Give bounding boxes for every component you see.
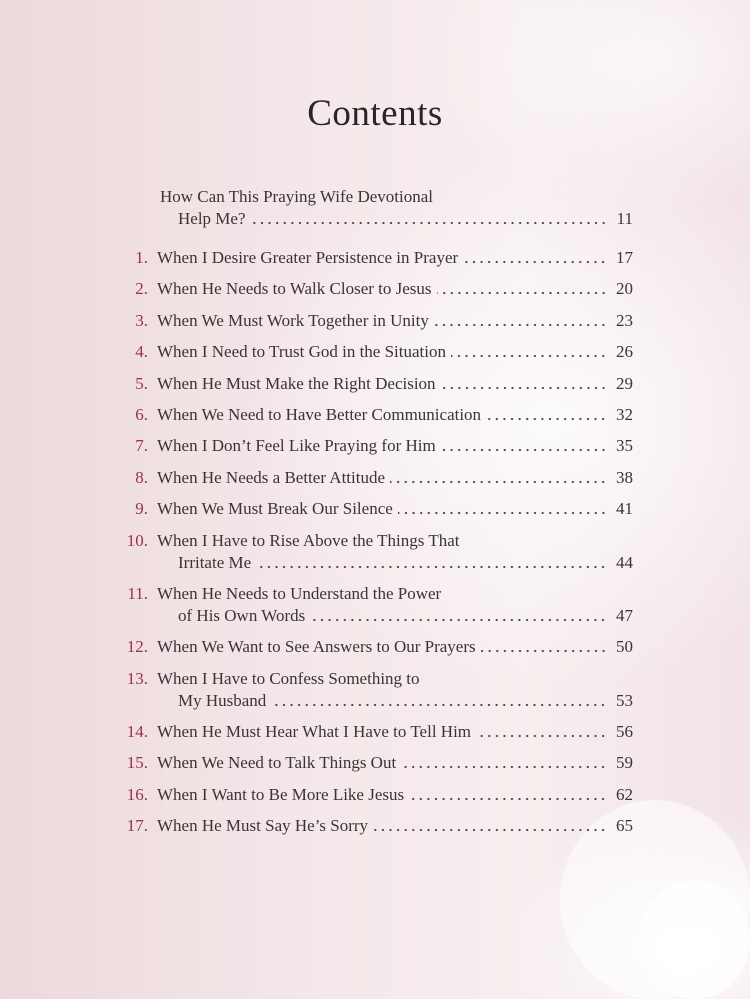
entry-title: When I Desire Greater Persistence in Prayer <box>157 248 459 267</box>
page-number: 53 <box>616 690 633 710</box>
page-number: 41 <box>616 499 633 519</box>
toc-entry[interactable] <box>0 467 750 489</box>
chapter-number: 16. <box>126 784 148 804</box>
chapter-number: 17. <box>126 816 148 836</box>
entry-title: My Husband <box>178 690 267 710</box>
entry-title: When He Needs a Better Attitude <box>157 467 386 487</box>
page-number: 35 <box>616 436 633 456</box>
chapter-number: 4. <box>135 342 148 362</box>
dot-leader <box>441 435 607 457</box>
page-number: 44 <box>616 552 633 572</box>
entry-line <box>157 636 633 658</box>
chapter-number: 5. <box>135 373 148 393</box>
entry-line <box>157 373 633 395</box>
chapter-number: 7. <box>135 436 148 456</box>
flower-petal-decoration <box>640 880 750 999</box>
toc-entry[interactable] <box>0 404 750 426</box>
entry-line <box>157 752 633 774</box>
entry-title: of His Own Words <box>178 605 306 625</box>
entry-line <box>157 467 633 489</box>
entry-title: How Can This Praying Wife Devotional <box>160 187 434 206</box>
dot-leader <box>401 752 607 774</box>
chapter-number: 10. <box>126 530 148 550</box>
entry-line <box>178 690 633 712</box>
page-number: 11 <box>616 209 633 228</box>
entry-title: When I Don’t Feel Like Praying for Him <box>157 436 436 456</box>
dot-leader <box>310 605 607 627</box>
entry-line <box>160 186 636 208</box>
dot-leader <box>373 815 607 837</box>
entry-title: When I Need to Trust God in the Situation <box>157 342 446 362</box>
dot-leader <box>481 636 607 658</box>
page-number: 47 <box>616 605 633 625</box>
dot-leader <box>441 373 607 395</box>
page-number: 23 <box>616 310 633 330</box>
toc-entry[interactable] <box>0 668 750 712</box>
entry-line <box>157 310 633 332</box>
page-number: 50 <box>616 637 633 657</box>
entry-line <box>157 435 633 457</box>
entry-title: When I Have to Rise Above the Things That <box>157 530 460 550</box>
entry-line <box>178 605 633 627</box>
toc-entry[interactable] <box>0 373 750 395</box>
chapter-number: 3. <box>135 310 148 330</box>
entry-title: When I Want to Be More Like Jesus <box>157 784 405 804</box>
entry-title: When He Needs to Walk Closer to Jesus <box>157 279 432 299</box>
page-number: 38 <box>616 467 633 487</box>
chapter-number: 13. <box>126 668 148 688</box>
toc-entry[interactable] <box>0 721 750 743</box>
dot-leader <box>409 784 607 806</box>
chapter-number: 2. <box>135 279 148 299</box>
entry-line <box>157 404 633 426</box>
page-title: Contents <box>307 93 443 134</box>
chapter-number: 12. <box>126 637 148 657</box>
entry-line <box>178 552 633 574</box>
entry-title: Irritate Me <box>178 552 252 572</box>
page-number: 62 <box>616 784 633 804</box>
entry-title: When We Need to Have Better Communication <box>157 404 482 424</box>
toc-entry[interactable] <box>0 498 750 520</box>
entry-line <box>157 498 633 520</box>
chapter-number: 11. <box>127 583 148 603</box>
dot-leader <box>486 404 607 426</box>
entry-line <box>157 530 633 552</box>
page-number: 65 <box>616 816 633 836</box>
dot-leader <box>476 721 607 743</box>
entry-title: When He Must Say He’s Sorry <box>157 816 369 836</box>
chapter-number: 8. <box>135 467 148 487</box>
entry-title: When We Must Work Together in Unity <box>157 310 429 330</box>
chapter-number: 6. <box>135 404 148 424</box>
toc-entry[interactable] <box>0 815 750 837</box>
dot-leader <box>451 341 607 363</box>
entry-line <box>157 583 633 605</box>
toc-entry[interactable] <box>0 278 750 300</box>
dot-leader <box>398 498 607 520</box>
chapter-number: 14. <box>126 722 148 742</box>
toc-entry[interactable] <box>0 583 750 627</box>
entry-title: When He Must Hear What I Have to Tell Him <box>157 722 472 742</box>
entry-title: When We Want to See Answers to Our Prayers <box>157 637 476 657</box>
entry-line <box>178 208 633 230</box>
dot-leader <box>463 247 607 269</box>
toc-entry-intro[interactable] <box>0 186 750 230</box>
dot-leader <box>251 208 607 230</box>
entry-title: When I Have to Confess Something to <box>157 668 420 688</box>
page-number: 56 <box>616 722 633 742</box>
dot-leader <box>390 467 607 489</box>
entry-title: When He Must Make the Right Decision <box>157 373 436 393</box>
entry-line <box>157 721 633 743</box>
page-number: 32 <box>616 404 633 424</box>
entry-line <box>157 278 633 300</box>
page-number: 20 <box>616 279 633 299</box>
dot-leader <box>271 690 607 712</box>
entry-line <box>157 247 633 269</box>
page-number: 17 <box>616 248 633 267</box>
dot-leader <box>437 278 607 300</box>
table-of-contents <box>0 186 750 847</box>
toc-entry[interactable] <box>0 784 750 806</box>
entry-line <box>157 341 633 363</box>
entry-line <box>157 784 633 806</box>
toc-entry[interactable] <box>0 247 750 269</box>
toc-entry[interactable] <box>0 636 750 658</box>
page-number: 26 <box>616 342 633 362</box>
chapter-number: 9. <box>135 499 148 519</box>
entry-line <box>157 815 633 837</box>
entry-title: When We Need to Talk Things Out <box>157 753 397 773</box>
chapter-number: 15. <box>126 753 148 773</box>
toc-entry[interactable] <box>0 341 750 363</box>
dot-leader <box>256 552 607 574</box>
toc-entry[interactable] <box>0 530 750 574</box>
page-number: 29 <box>616 373 633 393</box>
toc-entry[interactable] <box>0 310 750 332</box>
entry-title: When He Needs to Understand the Power <box>157 583 442 603</box>
entry-line <box>157 668 633 690</box>
page-number: 59 <box>616 753 633 773</box>
toc-entry[interactable] <box>0 435 750 457</box>
entry-title: When We Must Break Our Silence <box>157 499 393 519</box>
chapter-number: 1. <box>135 248 148 267</box>
toc-entry[interactable] <box>0 752 750 774</box>
dot-leader <box>434 310 607 332</box>
entry-title: Help Me? <box>178 209 246 228</box>
